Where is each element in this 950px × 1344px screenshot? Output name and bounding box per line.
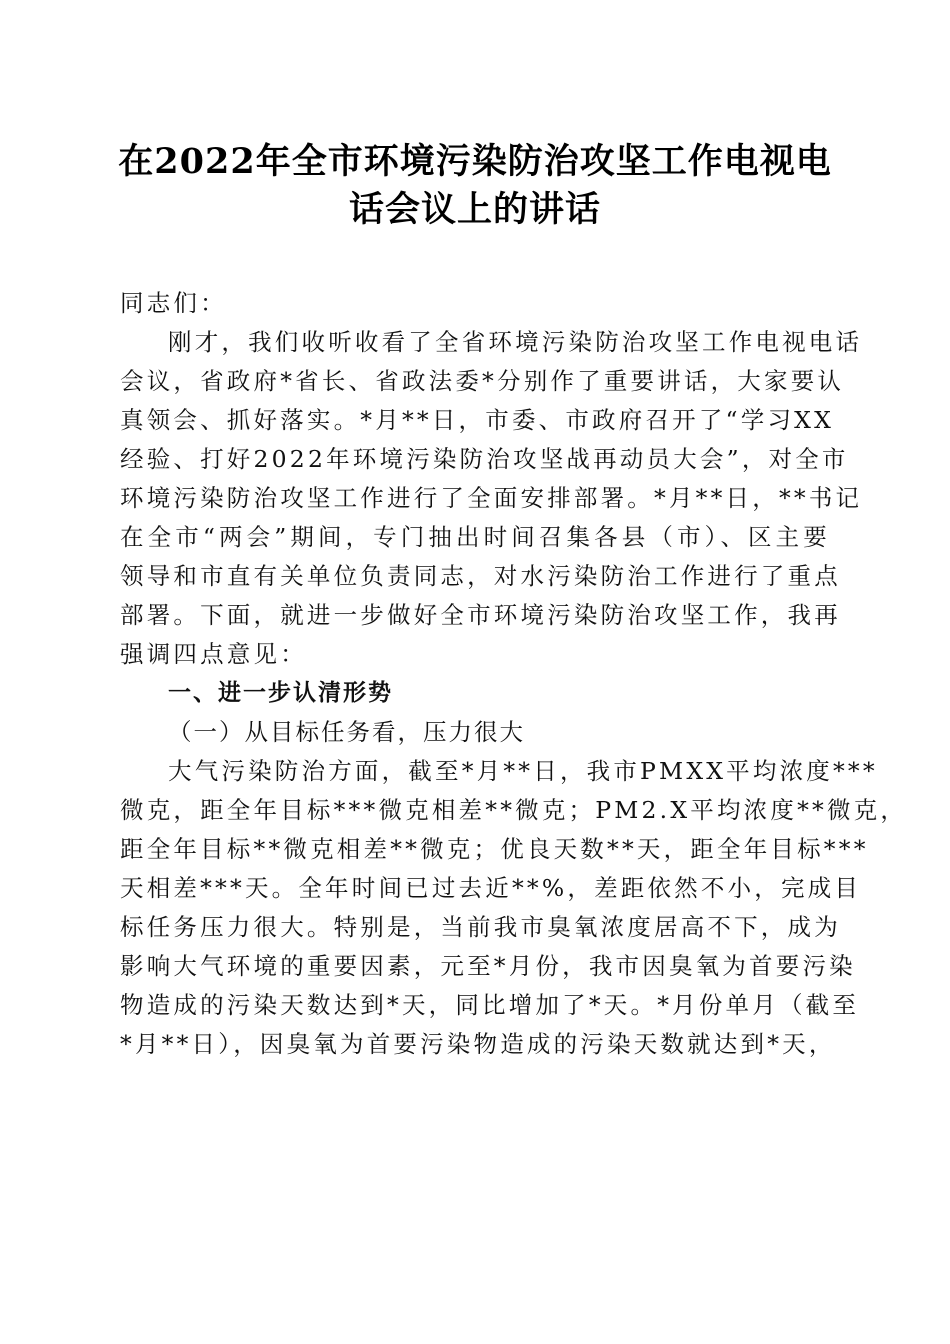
paragraph-line: 大气污染防治方面，截至*月**日，我市PMXX平均浓度*** xyxy=(168,757,878,785)
title-line: 话会议上的讲话 xyxy=(348,189,601,230)
paragraph-line: 部署。下面，就进一步做好全市环境污染防治攻坚工作，我再 xyxy=(120,601,841,629)
paragraph-2 xyxy=(120,752,908,1064)
subsection-heading: （一）从目标任务看，压力很大 xyxy=(168,718,525,746)
paragraph-1 xyxy=(120,323,863,674)
paragraph-line: 物造成的污染天数达到*天，同比增加了*天。*月份单月（截至 xyxy=(120,991,860,1019)
paragraph-line: 影响大气环境的重要因素，元至*月份，我市因臭氧为首要污染 xyxy=(120,952,856,980)
paragraph-line: 微克，距全年目标***微克相差**微克；PM2.X平均浓度**微克， xyxy=(120,796,908,824)
paragraph-line: 强调四点意见： xyxy=(120,640,307,668)
paragraph-line: 距全年目标**微克相差**微克；优良天数**天，距全年目标*** xyxy=(120,835,869,863)
section-heading: 一、进一步认清形势 xyxy=(168,680,393,706)
paragraph-line: 在全市“两会”期间，专门抽出时间召集各县（市）、区主要 xyxy=(120,523,830,551)
paragraph-line: 会议，省政府*省长、省政法委*分别作了重要讲话，大家要认 xyxy=(120,367,845,395)
paragraph-line: 天相差***天。全年时间已过去近**%，差距依然不小，完成目 xyxy=(120,874,862,902)
paragraph-line: 领导和市直有关单位负责同志，对水污染防治工作进行了重点 xyxy=(120,562,841,590)
document-body xyxy=(120,284,908,1064)
salutation: 同志们： xyxy=(120,289,227,317)
document-title xyxy=(100,138,850,234)
paragraph-line: 刚才，我们收听收看了全省环境污染防治攻坚工作电视电话 xyxy=(168,328,863,356)
paragraph-line: 环境污染防治攻坚工作进行了全面安排部署。*月**日，**书记 xyxy=(120,484,863,512)
paragraph-line: 经验、打好2022年环境污染防治攻坚战再动员大会”，对全市 xyxy=(120,445,849,473)
paragraph-line: 真领会、抓好落实。*月**日，市委、市政府召开了“学习XX xyxy=(120,406,835,434)
paragraph-line: *月**日），因臭氧为首要污染物造成的污染天数就达到*天， xyxy=(120,1030,836,1058)
paragraph-line: 标任务压力很大。特别是，当前我市臭氧浓度居高不下，成为 xyxy=(120,913,841,941)
title-line: 在2022年全市环境污染防治攻坚工作电视电 xyxy=(118,141,832,182)
